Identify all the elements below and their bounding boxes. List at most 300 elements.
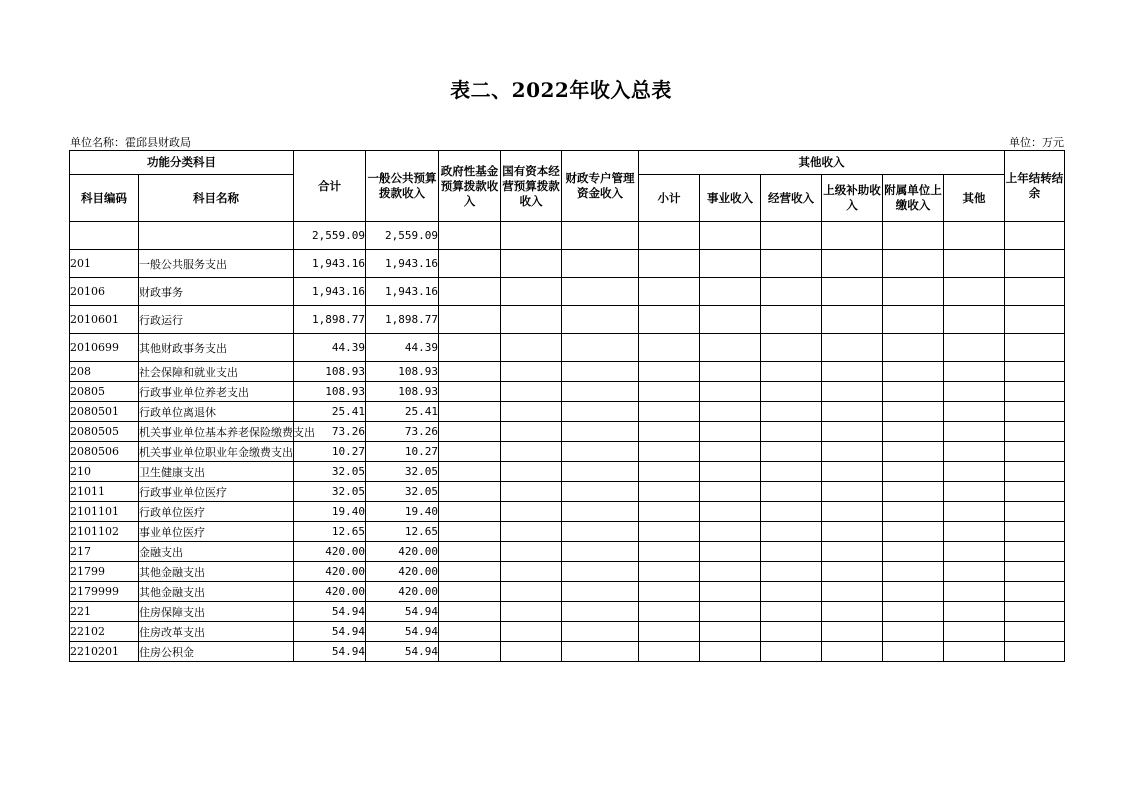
row-affiliated xyxy=(883,562,944,582)
table-row xyxy=(70,642,1065,662)
row-carryover xyxy=(1005,502,1065,522)
row-total: 420.00 xyxy=(294,562,366,582)
row-other xyxy=(944,642,1005,662)
row-carryover xyxy=(1005,278,1065,306)
row-state-capital xyxy=(501,362,562,382)
table-row xyxy=(70,622,1065,642)
row-superior-subsidy xyxy=(822,278,883,306)
table-row xyxy=(70,562,1065,582)
row-name: 行政事业单位医疗 xyxy=(139,482,294,502)
row-general-budget: 420.00 xyxy=(366,542,439,562)
row-operating xyxy=(761,382,822,402)
row-state-capital xyxy=(501,542,562,562)
row-carryover xyxy=(1005,250,1065,278)
header-other: 其他 xyxy=(944,175,1005,222)
row-total: 108.93 xyxy=(294,382,366,402)
row-gov-fund xyxy=(439,462,501,482)
row-fiscal-special xyxy=(562,306,639,334)
row-affiliated xyxy=(883,522,944,542)
row-carryover xyxy=(1005,442,1065,462)
row-state-capital xyxy=(501,250,562,278)
row-affiliated xyxy=(883,602,944,622)
header-operating: 经营收入 xyxy=(761,175,822,222)
row-gov-fund xyxy=(439,642,501,662)
row-subtotal xyxy=(639,622,700,642)
row-carryover xyxy=(1005,462,1065,482)
row-total: 10.27 xyxy=(294,442,366,462)
row-gov-fund xyxy=(439,622,501,642)
row-business xyxy=(700,622,761,642)
row-carryover xyxy=(1005,382,1065,402)
row-code xyxy=(70,222,139,250)
row-code: 2179999 xyxy=(70,582,139,602)
row-code: 2010601 xyxy=(70,306,139,334)
row-affiliated xyxy=(883,402,944,422)
row-code: 2210201 xyxy=(70,642,139,662)
row-state-capital xyxy=(501,582,562,602)
row-state-capital xyxy=(501,562,562,582)
table-row xyxy=(70,582,1065,602)
row-business xyxy=(700,562,761,582)
row-other xyxy=(944,622,1005,642)
row-affiliated xyxy=(883,382,944,402)
row-affiliated xyxy=(883,582,944,602)
row-carryover xyxy=(1005,642,1065,662)
row-business xyxy=(700,502,761,522)
row-code: 2080506 xyxy=(70,442,139,462)
row-affiliated xyxy=(883,462,944,482)
row-superior-subsidy xyxy=(822,222,883,250)
row-superior-subsidy xyxy=(822,522,883,542)
row-code: 21011 xyxy=(70,482,139,502)
header-name: 科目名称 xyxy=(139,175,294,222)
row-total: 420.00 xyxy=(294,542,366,562)
row-other xyxy=(944,402,1005,422)
row-business xyxy=(700,422,761,442)
row-code: 2101102 xyxy=(70,522,139,542)
row-code: 2101101 xyxy=(70,502,139,522)
header-general-budget: 一般公共预算拨款收入 xyxy=(366,151,439,222)
row-subtotal xyxy=(639,306,700,334)
row-subtotal xyxy=(639,602,700,622)
row-total: 54.94 xyxy=(294,602,366,622)
row-total: 19.40 xyxy=(294,502,366,522)
row-operating xyxy=(761,402,822,422)
row-code: 221 xyxy=(70,602,139,622)
row-general-budget: 25.41 xyxy=(366,402,439,422)
page-title: 表二、2022年收入总表 xyxy=(450,78,672,102)
row-name: 财政事务 xyxy=(139,278,294,306)
header-other-income: 其他收入 xyxy=(639,151,1005,175)
row-business xyxy=(700,362,761,382)
row-other xyxy=(944,502,1005,522)
row-other xyxy=(944,222,1005,250)
row-business xyxy=(700,462,761,482)
table-row xyxy=(70,422,1065,442)
row-superior-subsidy xyxy=(822,642,883,662)
row-name: 行政运行 xyxy=(139,306,294,334)
row-operating xyxy=(761,582,822,602)
row-fiscal-special xyxy=(562,462,639,482)
row-fiscal-special xyxy=(562,482,639,502)
row-other xyxy=(944,462,1005,482)
row-superior-subsidy xyxy=(822,602,883,622)
row-subtotal xyxy=(639,482,700,502)
row-business xyxy=(700,602,761,622)
row-state-capital xyxy=(501,402,562,422)
table-row xyxy=(70,442,1065,462)
row-name: 社会保障和就业支出 xyxy=(139,362,294,382)
row-superior-subsidy xyxy=(822,306,883,334)
row-general-budget: 54.94 xyxy=(366,622,439,642)
row-total: 54.94 xyxy=(294,622,366,642)
row-general-budget: 54.94 xyxy=(366,642,439,662)
row-fiscal-special xyxy=(562,362,639,382)
header-total: 合计 xyxy=(294,151,366,222)
row-fiscal-special xyxy=(562,582,639,602)
table-row xyxy=(70,482,1065,502)
row-operating xyxy=(761,306,822,334)
row-gov-fund xyxy=(439,442,501,462)
row-general-budget: 108.93 xyxy=(366,382,439,402)
row-name: 机关事业单位基本养老保险缴费支出 xyxy=(139,422,294,442)
row-general-budget: 420.00 xyxy=(366,562,439,582)
row-state-capital xyxy=(501,442,562,462)
row-other xyxy=(944,582,1005,602)
table-row xyxy=(70,502,1065,522)
row-operating xyxy=(761,522,822,542)
row-name: 住房公积金 xyxy=(139,642,294,662)
row-fiscal-special xyxy=(562,402,639,422)
row-operating xyxy=(761,250,822,278)
row-subtotal xyxy=(639,278,700,306)
row-operating xyxy=(761,334,822,362)
row-superior-subsidy xyxy=(822,462,883,482)
header-superior-subsidy: 上级补助收入 xyxy=(822,175,883,222)
row-carryover xyxy=(1005,402,1065,422)
row-general-budget: 19.40 xyxy=(366,502,439,522)
row-business xyxy=(700,582,761,602)
row-state-capital xyxy=(501,462,562,482)
row-superior-subsidy xyxy=(822,502,883,522)
row-carryover xyxy=(1005,334,1065,362)
row-name: 住房保障支出 xyxy=(139,602,294,622)
row-subtotal xyxy=(639,250,700,278)
row-operating xyxy=(761,362,822,382)
row-affiliated xyxy=(883,334,944,362)
row-subtotal xyxy=(639,402,700,422)
header-affiliated: 附属单位上缴收入 xyxy=(883,175,944,222)
row-state-capital xyxy=(501,222,562,250)
row-other xyxy=(944,382,1005,402)
row-name: 其他财政事务支出 xyxy=(139,334,294,362)
row-superior-subsidy xyxy=(822,362,883,382)
row-other xyxy=(944,602,1005,622)
row-gov-fund xyxy=(439,562,501,582)
row-affiliated xyxy=(883,642,944,662)
row-general-budget: 1,943.16 xyxy=(366,278,439,306)
row-total: 2,559.09 xyxy=(294,222,366,250)
row-superior-subsidy xyxy=(822,542,883,562)
row-subtotal xyxy=(639,334,700,362)
row-affiliated xyxy=(883,278,944,306)
row-operating xyxy=(761,482,822,502)
row-operating xyxy=(761,602,822,622)
row-other xyxy=(944,442,1005,462)
table-row xyxy=(70,542,1065,562)
row-state-capital xyxy=(501,278,562,306)
row-business xyxy=(700,402,761,422)
row-state-capital xyxy=(501,422,562,442)
table-row xyxy=(70,306,1065,334)
row-general-budget: 1,898.77 xyxy=(366,306,439,334)
row-gov-fund xyxy=(439,362,501,382)
table-row xyxy=(70,250,1065,278)
row-state-capital xyxy=(501,382,562,402)
row-superior-subsidy xyxy=(822,582,883,602)
row-superior-subsidy xyxy=(822,562,883,582)
row-name xyxy=(139,222,294,250)
row-code: 22102 xyxy=(70,622,139,642)
row-total: 32.05 xyxy=(294,462,366,482)
row-gov-fund xyxy=(439,482,501,502)
row-total: 73.26 xyxy=(294,422,366,442)
row-fiscal-special xyxy=(562,382,639,402)
row-subtotal xyxy=(639,642,700,662)
row-general-budget: 73.26 xyxy=(366,422,439,442)
row-code: 208 xyxy=(70,362,139,382)
row-fiscal-special xyxy=(562,562,639,582)
row-superior-subsidy xyxy=(822,334,883,362)
row-gov-fund xyxy=(439,402,501,422)
row-subtotal xyxy=(639,222,700,250)
row-total: 1,898.77 xyxy=(294,306,366,334)
row-total: 12.65 xyxy=(294,522,366,542)
row-business xyxy=(700,250,761,278)
row-carryover xyxy=(1005,306,1065,334)
row-carryover xyxy=(1005,482,1065,502)
row-code: 217 xyxy=(70,542,139,562)
row-superior-subsidy xyxy=(822,422,883,442)
row-code: 210 xyxy=(70,462,139,482)
row-operating xyxy=(761,542,822,562)
row-carryover xyxy=(1005,222,1065,250)
row-fiscal-special xyxy=(562,642,639,662)
row-operating xyxy=(761,462,822,482)
row-operating xyxy=(761,622,822,642)
unit-name-label: 单位名称：霍邱县财政局 xyxy=(70,136,191,149)
row-affiliated xyxy=(883,362,944,382)
row-business xyxy=(700,278,761,306)
row-name: 住房改革支出 xyxy=(139,622,294,642)
row-superior-subsidy xyxy=(822,382,883,402)
row-operating xyxy=(761,222,822,250)
row-general-budget: 108.93 xyxy=(366,362,439,382)
row-carryover xyxy=(1005,362,1065,382)
row-affiliated xyxy=(883,250,944,278)
row-general-budget: 12.65 xyxy=(366,522,439,542)
row-general-budget: 44.39 xyxy=(366,334,439,362)
row-gov-fund xyxy=(439,278,501,306)
row-state-capital xyxy=(501,522,562,542)
row-state-capital xyxy=(501,622,562,642)
row-gov-fund xyxy=(439,250,501,278)
row-gov-fund xyxy=(439,222,501,250)
row-name: 其他金融支出 xyxy=(139,582,294,602)
row-general-budget: 420.00 xyxy=(366,582,439,602)
row-name: 行政单位医疗 xyxy=(139,502,294,522)
row-affiliated xyxy=(883,542,944,562)
row-gov-fund xyxy=(439,334,501,362)
row-business xyxy=(700,642,761,662)
row-affiliated xyxy=(883,622,944,642)
row-general-budget: 1,943.16 xyxy=(366,250,439,278)
row-operating xyxy=(761,642,822,662)
row-state-capital xyxy=(501,602,562,622)
row-business xyxy=(700,482,761,502)
row-affiliated xyxy=(883,442,944,462)
row-state-capital xyxy=(501,334,562,362)
row-superior-subsidy xyxy=(822,442,883,462)
row-state-capital xyxy=(501,642,562,662)
row-operating xyxy=(761,278,822,306)
row-fiscal-special xyxy=(562,222,639,250)
row-subtotal xyxy=(639,522,700,542)
row-subtotal xyxy=(639,542,700,562)
row-carryover xyxy=(1005,522,1065,542)
row-name: 行政事业单位养老支出 xyxy=(139,382,294,402)
row-other xyxy=(944,422,1005,442)
row-gov-fund xyxy=(439,382,501,402)
row-affiliated xyxy=(883,502,944,522)
row-state-capital xyxy=(501,502,562,522)
row-business xyxy=(700,522,761,542)
row-total: 420.00 xyxy=(294,582,366,602)
table-row xyxy=(70,402,1065,422)
row-gov-fund xyxy=(439,422,501,442)
row-name: 金融支出 xyxy=(139,542,294,562)
row-subtotal xyxy=(639,422,700,442)
row-business xyxy=(700,306,761,334)
row-total: 44.39 xyxy=(294,334,366,362)
row-operating xyxy=(761,562,822,582)
row-other xyxy=(944,482,1005,502)
header-subtotal: 小计 xyxy=(639,175,700,222)
row-code: 2080501 xyxy=(70,402,139,422)
row-name: 卫生健康支出 xyxy=(139,462,294,482)
row-carryover xyxy=(1005,542,1065,562)
row-total: 1,943.16 xyxy=(294,278,366,306)
row-affiliated xyxy=(883,222,944,250)
row-subtotal xyxy=(639,362,700,382)
row-code: 21799 xyxy=(70,562,139,582)
row-subtotal xyxy=(639,442,700,462)
row-code: 2080505 xyxy=(70,422,139,442)
row-general-budget: 32.05 xyxy=(366,482,439,502)
table-row xyxy=(70,278,1065,306)
row-state-capital xyxy=(501,306,562,334)
row-subtotal xyxy=(639,582,700,602)
table-row xyxy=(70,362,1065,382)
row-fiscal-special xyxy=(562,622,639,642)
row-total: 25.41 xyxy=(294,402,366,422)
row-business xyxy=(700,334,761,362)
row-fiscal-special xyxy=(562,502,639,522)
row-other xyxy=(944,306,1005,334)
row-affiliated xyxy=(883,482,944,502)
row-general-budget: 54.94 xyxy=(366,602,439,622)
row-business xyxy=(700,222,761,250)
income-summary-table xyxy=(69,150,1065,662)
row-name: 事业单位医疗 xyxy=(139,522,294,542)
row-code: 20805 xyxy=(70,382,139,402)
row-fiscal-special xyxy=(562,542,639,562)
row-fiscal-special xyxy=(562,442,639,462)
row-name: 一般公共服务支出 xyxy=(139,250,294,278)
row-name: 其他金融支出 xyxy=(139,562,294,582)
row-fiscal-special xyxy=(562,278,639,306)
row-carryover xyxy=(1005,422,1065,442)
row-superior-subsidy xyxy=(822,622,883,642)
row-business xyxy=(700,542,761,562)
row-fiscal-special xyxy=(562,522,639,542)
row-fiscal-special xyxy=(562,602,639,622)
row-gov-fund xyxy=(439,582,501,602)
row-gov-fund xyxy=(439,306,501,334)
table-row xyxy=(70,334,1065,362)
row-carryover xyxy=(1005,622,1065,642)
row-carryover xyxy=(1005,602,1065,622)
header-carryover: 上年结转结余 xyxy=(1005,151,1065,222)
row-total: 108.93 xyxy=(294,362,366,382)
row-code: 20106 xyxy=(70,278,139,306)
row-other xyxy=(944,522,1005,542)
table-row xyxy=(70,522,1065,542)
row-other xyxy=(944,542,1005,562)
row-carryover xyxy=(1005,582,1065,602)
row-subtotal xyxy=(639,382,700,402)
row-general-budget: 2,559.09 xyxy=(366,222,439,250)
row-carryover xyxy=(1005,562,1065,582)
row-operating xyxy=(761,502,822,522)
row-affiliated xyxy=(883,306,944,334)
row-fiscal-special xyxy=(562,250,639,278)
row-total: 32.05 xyxy=(294,482,366,502)
row-superior-subsidy xyxy=(822,402,883,422)
row-other xyxy=(944,562,1005,582)
row-affiliated xyxy=(883,422,944,442)
row-total: 1,943.16 xyxy=(294,250,366,278)
row-general-budget: 32.05 xyxy=(366,462,439,482)
row-subtotal xyxy=(639,502,700,522)
row-gov-fund xyxy=(439,542,501,562)
unit-measure-label: 单位：万元 xyxy=(1009,136,1064,149)
row-fiscal-special xyxy=(562,334,639,362)
row-fiscal-special xyxy=(562,422,639,442)
row-operating xyxy=(761,422,822,442)
table-row xyxy=(70,602,1065,622)
row-other xyxy=(944,334,1005,362)
row-code: 2010699 xyxy=(70,334,139,362)
row-name: 机关事业单位职业年金缴费支出 xyxy=(139,442,294,462)
row-superior-subsidy xyxy=(822,250,883,278)
row-gov-fund xyxy=(439,602,501,622)
header-func-class: 功能分类科目 xyxy=(70,151,294,175)
row-business xyxy=(700,442,761,462)
table-row xyxy=(70,462,1065,482)
row-operating xyxy=(761,442,822,462)
header-code: 科目编码 xyxy=(70,175,139,222)
